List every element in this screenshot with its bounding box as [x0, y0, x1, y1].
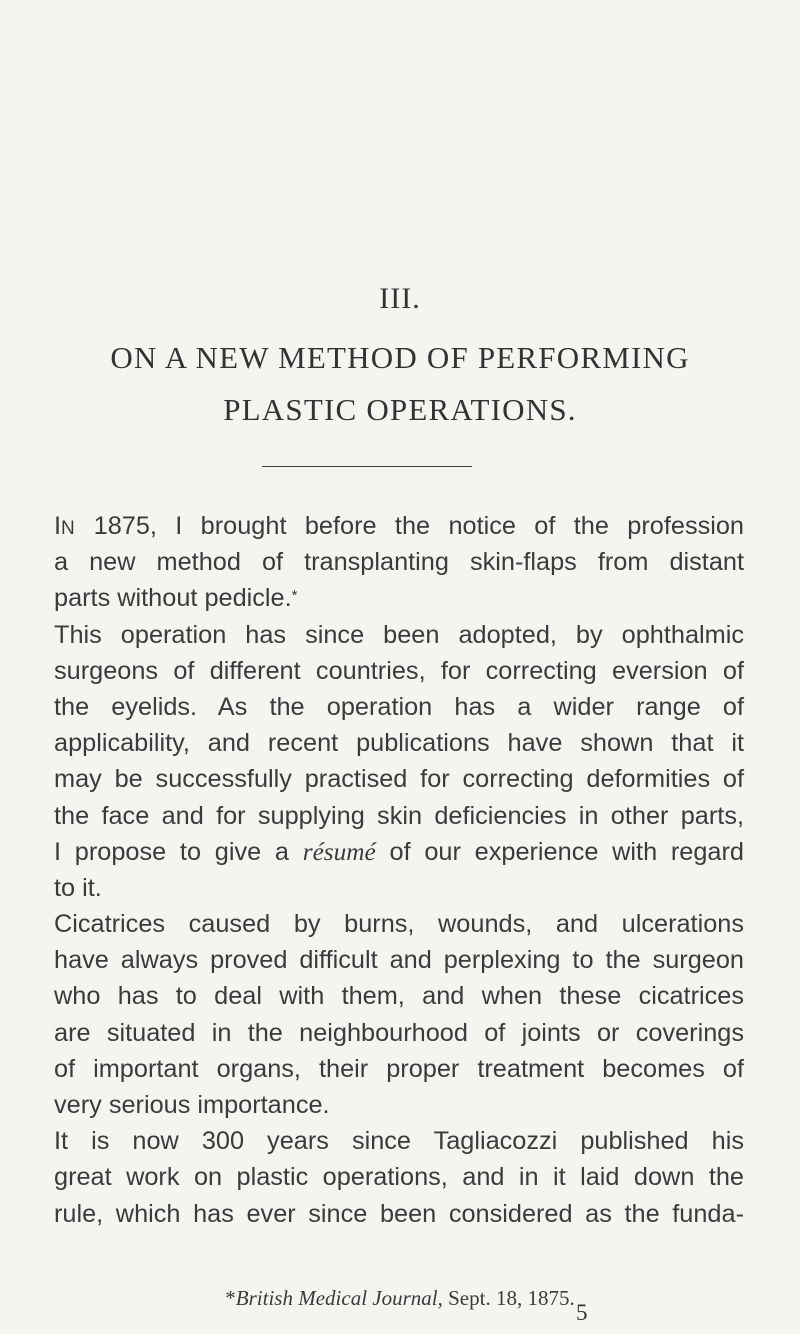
text-line: have always proved difficult and perplexing to the surgeon [54, 946, 744, 975]
footnote-marker-bottom: * [225, 1286, 236, 1310]
text-line: great work on plastic operations, and in it laid down the [54, 1163, 744, 1192]
text-line: Cicatrices caused by burns, wounds, and ulcerations [54, 910, 744, 939]
text-line: surgeons of different countries, for correcting eversion of [54, 656, 744, 685]
footnote-marker: * [291, 587, 298, 605]
page-number: 5 [576, 1300, 588, 1325]
text-line: the eyelids. As the operation has a wider range of [54, 692, 744, 721]
footnote-journal: British Medical Journal [235, 1286, 438, 1310]
text-line: who has to deal with them, and when these cicatrices [54, 982, 744, 1011]
text-line: applicability, and recent publications have shown that it [54, 729, 744, 758]
chapter-title-line-2: PLASTIC OPERATIONS. [223, 392, 577, 427]
text-line: IN 1875, I brought before the notice of the profession [54, 512, 744, 540]
chapter-title-line-1: ON A NEW METHOD OF PERFORMING [110, 340, 690, 375]
text-line: a new method of transplanting skin-flaps from distant [54, 548, 744, 577]
footnote [0, 1286, 800, 1311]
text-line: the face and for supplying skin deficiencies in other parts, [54, 801, 744, 830]
chapter-number: III. [379, 282, 421, 315]
footnote-citation: , Sept. 18, 1875. [437, 1286, 575, 1310]
body-text [54, 508, 744, 1232]
text-line: This operation has since been adopted, by ophthalmic [54, 620, 744, 649]
text-line: to it. [54, 873, 102, 902]
text-line: of important organs, their proper treatment becomes of [54, 1054, 744, 1083]
resume-word: résumé [302, 837, 376, 866]
text-line: are situated in the neighbourhood of joints or coverings [54, 1018, 744, 1047]
text-line: parts without pedicle.* [54, 584, 298, 613]
text-line: I propose to give a résumé of our experience with regard [54, 837, 744, 866]
text-line: It is now 300 years since Tagliacozzi published his [54, 1127, 744, 1156]
text-line: rule, which has ever since been considered as the funda- [54, 1199, 744, 1228]
text-line: very serious importance. [54, 1091, 330, 1119]
title-divider [262, 466, 472, 467]
text-line: may be successfully practised for correcting deformities of [54, 765, 744, 794]
